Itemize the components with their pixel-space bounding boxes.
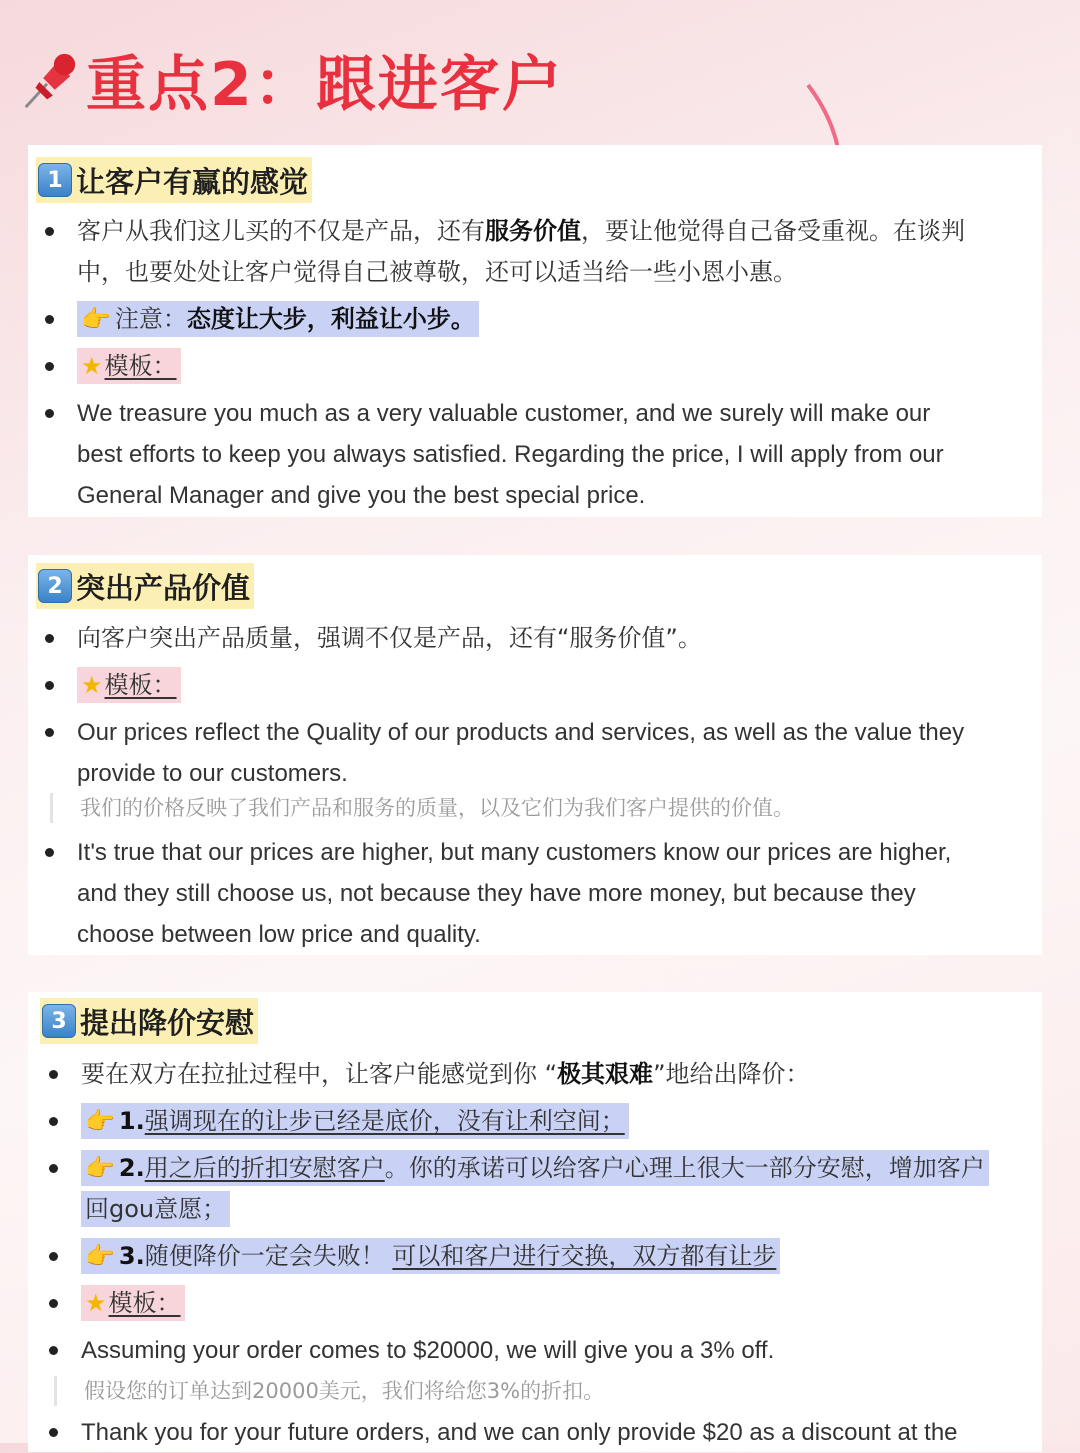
list-item: 要在双方在拉扯过程中，让客户能感觉到你 “极其艰难”地给出降价： — [32, 1054, 1032, 1095]
pointing-hand-icon: 👉 — [85, 1107, 115, 1135]
pointing-hand-icon: 👉 — [81, 305, 111, 333]
translation-quote: 假设您的订单达到20000美元，我们将给您3%的折扣。 — [54, 1376, 604, 1406]
pointing-hand-icon: 👉 — [85, 1154, 115, 1182]
list-item: ★模板： — [28, 665, 1028, 706]
section-title: 让客户有赢的感觉 — [76, 164, 309, 199]
section-2-card — [28, 555, 1042, 955]
list-item: 👉 3.随便降价一定会失败！ 可以和客户进行交换，双方都有让步 — [32, 1236, 1032, 1277]
list-item: It's true that our prices are higher, but many customers know our prices are higher, and they still choose us, not because they have more money, but because they choose between low price and quality. — [28, 832, 1028, 955]
list-item: 👉 2.用之后的折扣安慰客户。你的承诺可以给客户心理上很大一部分安慰，增加客户 回gou意愿； — [32, 1148, 1032, 1230]
list-item: Our prices reflect the Quality of our products and services, as well as the value they provide to our customers. — [28, 712, 1028, 794]
star-icon: ★ — [81, 671, 103, 699]
section-3-card — [28, 992, 1042, 1452]
section-title: 突出产品价值 — [76, 570, 251, 605]
star-icon: ★ — [81, 352, 103, 380]
list-item: We treasure you much as a very valuable customer, and we surely will make our best efforts to keep you always satisfied. Regarding the price, I will apply from our General Manager and give you the best special price. — [28, 393, 1028, 516]
number-2-icon: 2 — [38, 569, 72, 603]
number-1-icon: 1 — [38, 163, 72, 197]
pointing-hand-icon: 👉 — [85, 1242, 115, 1270]
list-item: ★模板： — [28, 346, 1028, 387]
section-1-card — [28, 145, 1042, 517]
section-2-heading — [36, 563, 254, 609]
page-title — [18, 40, 564, 120]
pushpin-icon — [18, 49, 80, 111]
list-item: 向客户突出产品质量，强调不仅是产品，还有“服务价值”。 — [28, 618, 1028, 659]
list-item: Assuming your order comes to $20000, we will give you a 3% off. — [32, 1330, 1032, 1371]
title-text: 重点2：跟进客户 — [86, 50, 564, 120]
star-icon: ★ — [85, 1289, 107, 1317]
section-1-heading — [36, 157, 312, 203]
list-item: 👉 1.强调现在的让步已经是底价，没有让利空间； — [32, 1101, 1032, 1142]
translation-quote: 我们的价格反映了我们产品和服务的质量，以及它们为我们客户提供的价值。 — [50, 793, 794, 823]
list-item: Thank you for your future orders, and we can only provide $20 as a discount at the — [32, 1412, 1032, 1453]
list-item: 客户从我们这儿买的不仅是产品，还有服务价值，要让他觉得自己备受重视。在谈判 中，也要处处让客户觉得自己被尊敬，还可以适当给一些小恩小惠。 — [28, 211, 1028, 293]
list-item: 👉 注意：态度让大步，利益让小步。 — [28, 299, 1028, 340]
section-title: 提出降价安慰 — [80, 1005, 255, 1040]
list-item: ★模板： — [32, 1283, 1032, 1324]
section-3-heading — [40, 998, 258, 1044]
number-3-icon: 3 — [42, 1004, 76, 1038]
